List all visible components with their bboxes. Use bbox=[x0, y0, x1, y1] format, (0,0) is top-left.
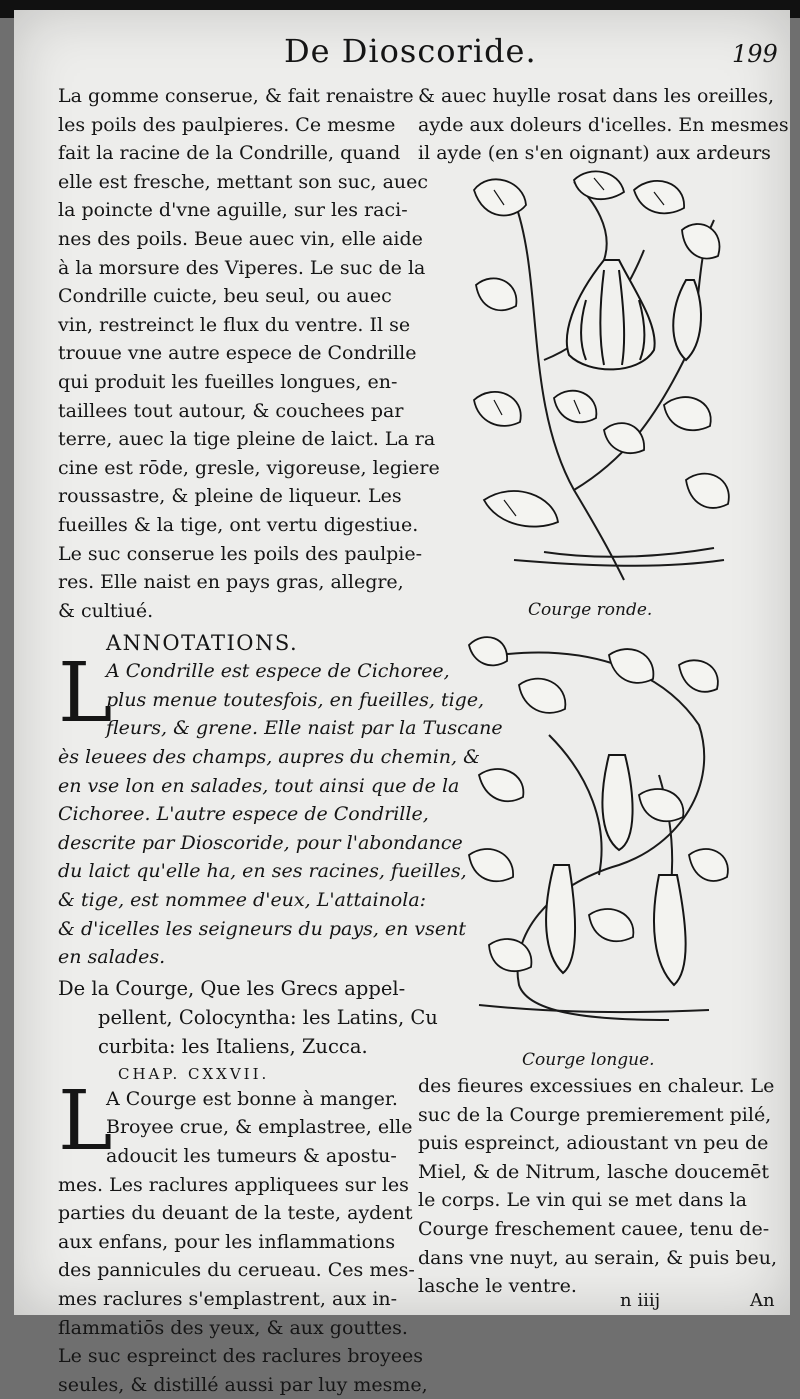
right-bottom-column bbox=[418, 1072, 778, 1301]
text-line: le corps. Le vin qui se met dans la bbox=[418, 1189, 747, 1212]
page-number: 199 bbox=[732, 40, 778, 68]
courge-ronde-illustration bbox=[454, 160, 744, 592]
chapter-number: CHAP. CXXVII. bbox=[118, 1064, 270, 1083]
text-line: fait la racine de la Condrille, quand bbox=[58, 142, 401, 165]
text-line: mes raclures s'emplastrent, aux in- bbox=[58, 1287, 398, 1310]
text-line: Miel, & de Nitrum, lasche doucemēt bbox=[418, 1160, 770, 1183]
text-line: des pannicules du cerueau. Ces mes- bbox=[58, 1259, 415, 1282]
text-line: vin, restreinct le flux du ventre. Il se bbox=[58, 313, 411, 336]
text-line: taillees tout autour, & couchees par bbox=[58, 399, 404, 422]
text-line: Broyee crue, & emplastree, elle bbox=[106, 1116, 413, 1139]
catchword: An bbox=[750, 1290, 775, 1311]
text-line: en salades. bbox=[58, 946, 166, 969]
text-line: lasche le ventre. bbox=[418, 1275, 577, 1298]
text-line: Courge freschement cauee, tenu de- bbox=[418, 1217, 770, 1240]
text-line: adoucit les tumeurs & apostu- bbox=[106, 1145, 397, 1167]
condrille-text bbox=[58, 82, 440, 625]
text-line: roussastre, & pleine de liqueur. Les bbox=[58, 485, 402, 508]
text-line: seules, & distillé aussi par luy mesme, bbox=[58, 1373, 428, 1396]
text-line: elle est fresche, mettant son suc, auec bbox=[58, 170, 429, 193]
text-line: nes des poils. Beue auec vin, elle aide bbox=[58, 227, 423, 250]
text-line: descrite par Dioscoride, pour l'abondance bbox=[58, 831, 463, 854]
right-bottom-text bbox=[418, 1072, 778, 1301]
text-line: & auec huylle rosat dans les oreilles, bbox=[418, 85, 775, 107]
text-line: La gomme conserue, & fait renaistre bbox=[58, 85, 414, 107]
figure-caption-longue: Courge longue. bbox=[522, 1050, 655, 1070]
text-line: en vse lon en salades, tout ainsi que de la bbox=[58, 774, 460, 797]
text-line: du laict qu'elle ha, en ses racines, fueilles, bbox=[58, 860, 467, 883]
text-line: terre, auec la tige pleine de laict. La ra bbox=[58, 428, 436, 451]
text-line: pellent, Colocyntha: les Latins, Cu bbox=[98, 1005, 438, 1029]
text-line: & tige, est nommee d'eux, L'attainola: bbox=[58, 889, 427, 912]
text-line: des fieures excessiues en chaleur. Le bbox=[418, 1075, 775, 1097]
text-line: curbita: les Italiens, Zucca. bbox=[98, 1034, 368, 1058]
text-line: la poincte d'vne aguille, sur les raci- bbox=[58, 199, 408, 222]
text-line: & d'icelles les seigneurs du pays, en vsent bbox=[58, 917, 467, 940]
running-head: De Dioscoride. bbox=[284, 32, 537, 70]
text-line: Condrille cuicte, beu seul, ou auec bbox=[58, 285, 392, 308]
text-line: puis espreinct, adioustant vn peu de bbox=[418, 1132, 769, 1155]
text-line: A Condrille est espece de Cichoree, bbox=[106, 660, 450, 683]
text-line: suc de la Courge premierement pilé, bbox=[418, 1103, 772, 1126]
text-line: fleurs, & grene. Elle naist par la Tuscane bbox=[106, 717, 503, 740]
annotation-dropcap: L bbox=[58, 646, 113, 742]
figure-caption-ronde: Courge ronde. bbox=[528, 600, 653, 620]
text-line: De la Courge, Que les Grecs appel- bbox=[58, 976, 406, 1000]
text-line: qui produit les fueilles longues, en- bbox=[58, 370, 398, 393]
text-line: il ayde (en s'en oignant) aux ardeurs bbox=[418, 142, 771, 165]
text-line: Le suc espreinct des raclures broyees bbox=[58, 1345, 424, 1368]
text-line: flammatiōs des yeux, & aux gouttes. bbox=[58, 1316, 408, 1339]
text-line: Le suc conserue les poils des paulpie- bbox=[58, 542, 423, 565]
text-line: cine est rōde, gresle, vigoreuse, legiere bbox=[58, 456, 440, 479]
text-line: ès leuees des champs, aupres du chemin, & bbox=[58, 746, 481, 769]
text-line: fueilles & la tige, ont vertu digestiue. bbox=[58, 513, 419, 536]
right-column bbox=[418, 82, 789, 168]
annotations-heading: ANNOTATIONS. bbox=[106, 631, 299, 656]
text-line: Cichoree. L'autre espece de Condrille, bbox=[58, 803, 429, 826]
book-page bbox=[14, 10, 790, 1396]
text-line: dans vne nuyt, au serain, & puis beu, bbox=[418, 1246, 777, 1269]
annotation-block bbox=[58, 646, 503, 972]
text-line: res. Elle naist en pays gras, allegre, bbox=[58, 571, 404, 594]
text-line: & cultiué. bbox=[58, 599, 154, 622]
text-line: trouue vne autre espece de Condrille bbox=[58, 342, 417, 365]
courge-longue-illustration bbox=[459, 625, 739, 1045]
text-line: A Courge est bonne à manger. bbox=[106, 1087, 398, 1110]
text-line: aux enfans, pour les inflammations bbox=[58, 1230, 396, 1253]
text-line: mes. Les raclures appliquees sur les bbox=[58, 1173, 409, 1196]
chapter-title bbox=[58, 974, 438, 1061]
chapter-dropcap: L bbox=[58, 1073, 113, 1169]
text-line: à la morsure des Viperes. Le suc de la bbox=[58, 256, 426, 279]
right-top-text bbox=[418, 82, 789, 168]
text-line: les poils des paulpieres. Ce mesme bbox=[58, 113, 396, 136]
signature-mark: n iiij bbox=[620, 1290, 661, 1311]
text-line: plus menue toutesfois, en fueilles, tige, bbox=[106, 688, 485, 711]
text-line: parties du deuant de la teste, aydent bbox=[58, 1202, 413, 1225]
text-line: ayde aux doleurs d'icelles. En mesmes bbox=[418, 113, 789, 136]
